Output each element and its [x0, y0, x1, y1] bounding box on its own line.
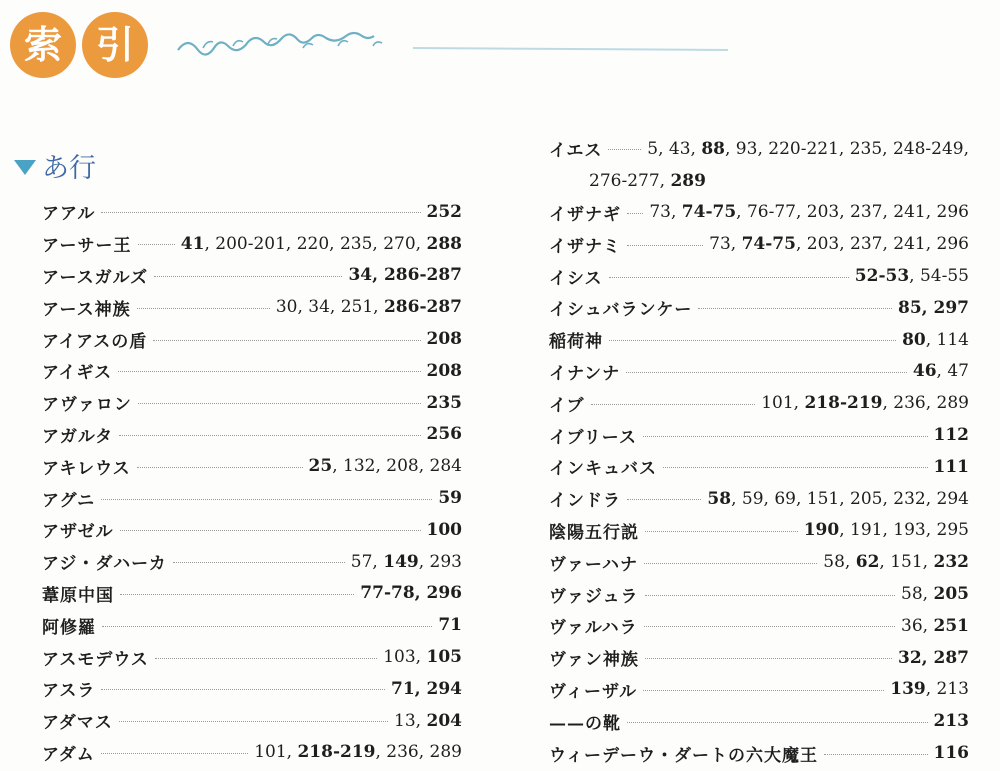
page-numbers: [276, 297, 462, 317]
index-entry: [42, 737, 462, 769]
page-number-segment: , 293: [418, 551, 462, 572]
page-numbers: [383, 647, 462, 667]
page-numbers: [804, 520, 969, 540]
page-number-segment: 34, 286-287: [348, 265, 462, 286]
index-term: アヴァロン: [42, 395, 132, 416]
index-term: 阿修羅: [42, 617, 96, 638]
page-numbers: [427, 393, 463, 413]
index-term: アザゼル: [42, 522, 114, 543]
dot-leader: [154, 276, 342, 277]
page-numbers: [898, 648, 969, 668]
page-number-segment: 256: [426, 424, 462, 445]
index-entry: [42, 196, 462, 228]
page-number-segment: 58,: [823, 552, 856, 573]
page-number-segment: 204: [426, 710, 462, 731]
page-number-segment: 235: [426, 392, 462, 413]
index-entry: [42, 578, 462, 610]
index-term: アダム: [42, 744, 95, 765]
page-numbers: [709, 234, 969, 254]
index-term: アース神族: [42, 299, 131, 320]
index-term: 葦原中国: [42, 585, 114, 606]
index-term: ——の靴: [549, 713, 621, 734]
index-entry: [42, 323, 462, 355]
page-number-segment: , 132, 208, 284: [332, 456, 462, 477]
dot-leader: [173, 562, 345, 563]
page-number-segment: 101,: [761, 393, 805, 414]
page-number-segment: , 236, 289: [882, 393, 969, 414]
dot-leader: [101, 689, 385, 690]
dot-leader: [101, 212, 420, 213]
index-entry: [549, 356, 969, 388]
index-term: ウィーデーウ・ダートの六大魔王: [549, 745, 818, 766]
index-term: アスラ: [42, 681, 96, 702]
dot-leader: [643, 690, 884, 691]
page-numbers: [351, 552, 462, 572]
index-term: インキュバス: [549, 459, 657, 480]
index-entry: [42, 482, 462, 514]
page-numbers: [647, 139, 969, 159]
decorative-vine-ornament: [173, 28, 733, 68]
index-term: ヴァーハナ: [549, 554, 638, 575]
index-entry: [42, 419, 462, 451]
index-entry: [42, 641, 462, 673]
page-number-segment: 276-277,: [589, 170, 671, 191]
dot-leader: [119, 435, 420, 436]
page-numbers: [901, 616, 969, 636]
index-term: イエス: [549, 141, 603, 162]
dot-leader: [102, 626, 432, 627]
page-number-segment: 62: [855, 552, 880, 573]
page-number-segment: 46: [912, 361, 937, 382]
page-number-segment: 288: [426, 233, 462, 254]
page-number-segment: 112: [933, 425, 969, 446]
dot-leader: [137, 467, 303, 468]
index-entry: [42, 546, 462, 578]
section-heading: [14, 146, 96, 185]
index-entry: [549, 483, 969, 515]
page-number-segment: , 236, 289: [375, 742, 462, 763]
dot-leader: [609, 277, 849, 278]
section-title: あ行: [42, 153, 96, 184]
page-numbers: [438, 488, 462, 508]
index-entry: [42, 705, 462, 737]
index-entry: [42, 228, 462, 260]
page-numbers: [934, 711, 970, 731]
page-number-segment: 88: [701, 138, 725, 159]
index-term: アキレウス: [42, 458, 131, 479]
page-numbers: [427, 202, 463, 222]
dot-leader: [609, 340, 896, 341]
index-term: ヴィーザル: [549, 681, 638, 702]
title-circle-1: [10, 12, 76, 78]
index-column-left: [42, 196, 462, 768]
page-number-segment: 71, 294: [391, 678, 462, 699]
page-number-segment: 218-219: [804, 393, 883, 414]
page-numbers: [391, 679, 462, 699]
page-number-segment: 58,: [901, 584, 934, 605]
page-number-segment: 52-53: [854, 266, 910, 287]
page-number-segment: 139: [890, 679, 926, 700]
dot-leader: [644, 563, 817, 564]
index-entry: [549, 197, 969, 229]
page-numbers: [438, 615, 462, 635]
dot-leader: [627, 213, 643, 214]
dot-leader: [643, 436, 928, 437]
page-number-segment: 232: [933, 552, 969, 573]
index-term: イブリース: [549, 427, 637, 448]
index-entry: [549, 324, 969, 356]
index-term: イブ: [549, 395, 585, 416]
page-number-segment: 289: [670, 170, 706, 191]
page-numbers: [707, 489, 969, 509]
page-number-segment: 149: [383, 551, 419, 572]
page-number-segment: , 47: [936, 361, 969, 382]
page-numbers: [934, 743, 970, 763]
page-header: [8, 6, 998, 86]
page-numbers: [427, 329, 463, 349]
index-term: ヴァジュラ: [549, 586, 639, 607]
index-term: ヴァルハラ: [549, 618, 638, 639]
index-term: イザナミ: [549, 236, 621, 257]
page-number-segment: 116: [933, 743, 969, 764]
page-numbers: [934, 425, 970, 445]
dot-leader: [101, 753, 248, 754]
page-number-segment: 111: [933, 456, 969, 477]
page-number-segment: 73,: [709, 234, 742, 255]
page-number-segment: 80: [902, 329, 926, 350]
page-number-segment: , 151,: [879, 552, 934, 573]
page-number-segment: 100: [426, 519, 462, 540]
page-number-segment: , 54-55: [909, 266, 969, 287]
dot-leader: [101, 499, 432, 500]
dot-leader: [120, 530, 421, 531]
index-term: アイギス: [42, 363, 113, 384]
title-char-2: 引: [95, 22, 134, 67]
page-numbers: [649, 202, 969, 222]
page-number-segment: 57,: [350, 551, 384, 572]
index-entry: [549, 292, 969, 324]
page-number-segment: 58: [707, 488, 732, 509]
page-number-segment: 286-287: [383, 297, 462, 318]
index-entry: [42, 514, 462, 546]
index-term: アスモデウス: [42, 649, 149, 670]
page-numbers: [898, 298, 969, 318]
title-char-1: 索: [23, 22, 62, 67]
page-numbers: [427, 361, 463, 381]
index-term: イシス: [549, 268, 603, 289]
page-number-segment: 77-78, 296: [360, 583, 462, 604]
triangle-down-icon: [14, 160, 36, 175]
page-number-segment: 85, 297: [898, 297, 969, 318]
page-number-segment: 103,: [383, 647, 427, 668]
page-number-segment: , 213: [925, 679, 969, 700]
page-number-segment: 73,: [649, 202, 682, 223]
index-term: アガルタ: [42, 426, 114, 447]
page-numbers: [589, 171, 706, 191]
page-number-segment: , 76-77, 203, 237, 241, 296: [736, 202, 969, 223]
index-term: アーサー王: [42, 236, 132, 257]
index-term: インドラ: [549, 491, 621, 512]
page-numbers: [254, 742, 462, 762]
dot-leader: [645, 531, 798, 532]
page-number-segment: 25: [308, 456, 333, 477]
index-entry: [42, 355, 462, 387]
page-numbers: [902, 330, 969, 350]
index-entry: [549, 419, 969, 451]
page-number-segment: 5, 43,: [647, 138, 702, 159]
page-numbers: [890, 679, 969, 699]
index-entry: [42, 609, 462, 641]
dot-leader: [137, 308, 270, 309]
page-number-segment: 74-75: [741, 234, 796, 255]
dot-leader: [698, 308, 892, 309]
index-entry: [42, 387, 462, 419]
index-term: イザナギ: [549, 204, 621, 225]
index-entry: [549, 578, 969, 610]
page-number-segment: 213: [933, 711, 969, 732]
index-entry: [549, 228, 969, 260]
page-numbers: [934, 457, 970, 477]
page-numbers: [913, 361, 969, 381]
page-number-segment: , 200-201, 220, 235, 270,: [204, 233, 427, 254]
page-number-segment: 71: [438, 615, 462, 636]
dot-leader: [645, 595, 896, 596]
title-circle-2: [82, 12, 148, 78]
page-number-segment: , 203, 237, 241, 296: [795, 234, 969, 255]
page-number-segment: 101,: [254, 742, 298, 763]
index-entry: [549, 387, 969, 419]
dot-leader: [824, 754, 928, 755]
index-entry: [549, 133, 969, 165]
index-term: 陰陽五行説: [549, 522, 639, 543]
page-numbers: [901, 584, 969, 604]
page-numbers: [181, 234, 462, 254]
page-number-segment: 32, 287: [898, 647, 969, 668]
dot-leader: [119, 721, 388, 722]
page-numbers: [427, 520, 463, 540]
page-number-segment: , 59, 69, 151, 205, 232, 294: [731, 488, 969, 509]
index-term: 稲荷神: [549, 332, 603, 353]
page-number-segment: , 191, 193, 295: [839, 520, 969, 541]
page-number-segment: 205: [933, 584, 969, 605]
page-number-segment: 208: [426, 360, 462, 381]
page-numbers: [761, 393, 969, 413]
dot-leader: [118, 371, 420, 372]
index-entry: [549, 610, 969, 642]
dot-leader: [663, 467, 928, 468]
index-entry: [549, 705, 969, 737]
page-number-segment: 208: [426, 329, 462, 350]
page-numbers: [309, 456, 462, 476]
index-column-right: [549, 133, 969, 769]
page-number-segment: 190: [803, 520, 840, 541]
page-number-segment: 252: [426, 201, 462, 222]
dot-leader: [120, 594, 354, 595]
page-number-segment: 30, 34, 251,: [275, 297, 384, 318]
index-entry: [549, 515, 969, 547]
page-numbers: [360, 583, 462, 603]
index-entry: [549, 737, 969, 769]
dot-leader: [644, 626, 895, 627]
index-term: イナンナ: [549, 363, 621, 384]
page-numbers: [394, 711, 462, 731]
index-entry: [42, 260, 462, 292]
index-term: ヴァン神族: [549, 650, 639, 671]
page-number-segment: 41: [180, 233, 205, 254]
index-entry: [549, 546, 969, 578]
index-entry: [549, 165, 969, 197]
index-term: アグニ: [42, 490, 96, 511]
index-term: アダマス: [42, 713, 113, 734]
dot-leader: [626, 372, 907, 373]
index-term: イシュバランケー: [549, 300, 693, 321]
page-number-segment: 105: [426, 647, 462, 668]
dot-leader: [155, 658, 377, 659]
dot-leader: [591, 404, 756, 405]
index-entry: [549, 451, 969, 483]
index-term: アースガルズ: [42, 267, 149, 288]
dot-leader: [627, 245, 703, 246]
index-entry: [549, 260, 969, 292]
page-number-segment: 59: [438, 488, 462, 509]
dot-leader: [138, 403, 421, 404]
dot-leader: [645, 658, 892, 659]
page-number-segment: 13,: [394, 710, 427, 731]
page-numbers: [427, 424, 463, 444]
page-number-segment: 74-75: [681, 202, 737, 223]
page-number-segment: , 93, 220-221, 235, 248-249,: [725, 138, 969, 159]
index-entry: [42, 291, 462, 323]
index-entry: [42, 450, 462, 482]
dot-leader: [608, 149, 641, 150]
page-numbers: [823, 552, 969, 572]
dot-leader: [627, 499, 701, 500]
index-entry: [549, 674, 969, 706]
index-term: アイアスの盾: [42, 331, 148, 352]
dot-leader: [153, 340, 420, 341]
index-term: アアル: [42, 204, 96, 225]
page-numbers: [855, 266, 969, 286]
page-number-segment: 251: [933, 615, 969, 636]
page-number-segment: 218-219: [297, 742, 376, 763]
page-number-segment: 36,: [901, 615, 934, 636]
index-term: アジ・ダハーカ: [42, 554, 167, 575]
dot-leader: [627, 722, 928, 723]
index-entry: [42, 673, 462, 705]
dot-leader: [138, 244, 175, 245]
page-number-segment: , 114: [925, 329, 969, 350]
page-numbers: [348, 265, 462, 285]
index-entry: [549, 642, 969, 674]
